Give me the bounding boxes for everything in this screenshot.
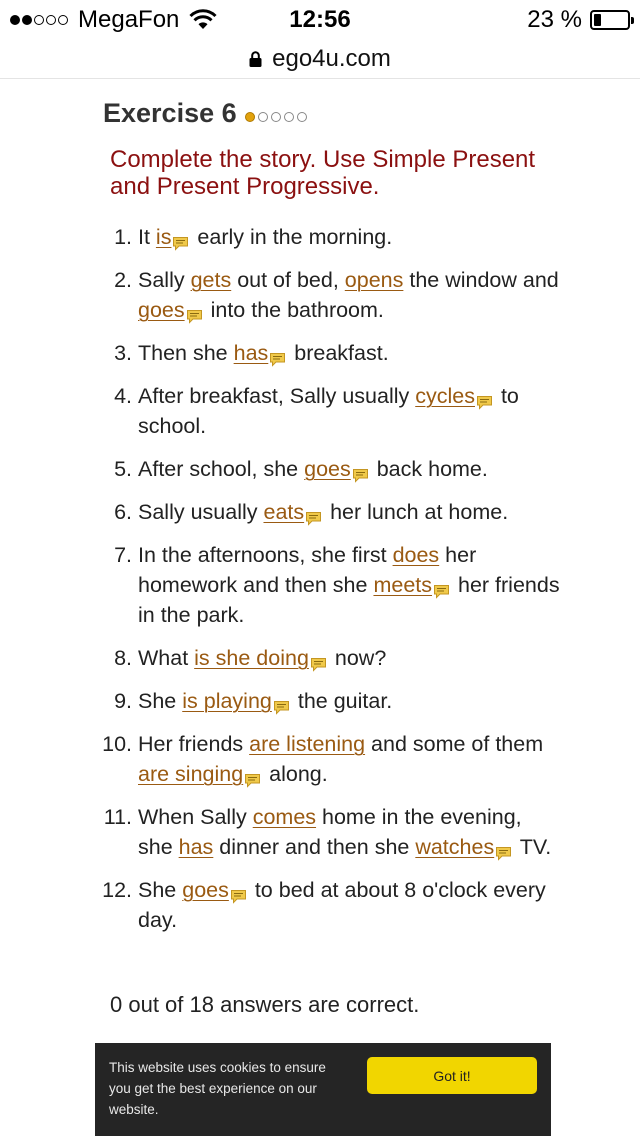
speech-bubble-hint-icon[interactable] (172, 229, 189, 244)
exercise-item (0, 643, 640, 673)
item-text: Her friends (138, 732, 250, 756)
exercise-progress-indicator (245, 112, 310, 122)
speech-bubble-hint-icon[interactable] (186, 302, 203, 317)
exercise-item (0, 338, 640, 368)
answer-link[interactable]: goes (182, 878, 229, 902)
item-text: After school, she (138, 457, 305, 481)
progress-dot (284, 112, 294, 122)
exercise-item (0, 497, 640, 527)
speech-bubble-hint-icon[interactable] (305, 504, 322, 519)
item-number: 1. (114, 225, 132, 249)
speech-bubble-hint-icon[interactable] (495, 839, 512, 854)
item-text: Sally (138, 268, 191, 292)
item-text: When Sally (138, 805, 253, 829)
item-text: to school. (138, 384, 519, 438)
speech-bubble-hint-icon[interactable] (352, 461, 369, 476)
exercise-item (0, 265, 640, 325)
item-text: TV. (514, 835, 552, 859)
speech-bubble-hint-icon[interactable] (230, 882, 247, 897)
exercise-item (0, 454, 640, 484)
exercise-item (0, 875, 640, 935)
battery-icon (590, 10, 630, 30)
item-number: 11. (103, 805, 132, 829)
item-text: her lunch at home. (324, 500, 509, 524)
answer-link[interactable]: meets (373, 573, 433, 597)
speech-bubble-hint-icon[interactable] (476, 388, 493, 403)
item-number: 8. (114, 646, 132, 670)
item-text: the guitar. (291, 689, 393, 713)
answer-link[interactable]: has (233, 341, 269, 365)
item-text: She (138, 689, 183, 713)
cookie-banner (95, 1043, 551, 1136)
item-text: dinner and then she (213, 835, 416, 859)
cookie-message: This website uses cookies to ensure you get the best experience on our website. (109, 1060, 326, 1117)
item-number: 4. (114, 384, 132, 408)
item-number: 5. (114, 457, 132, 481)
item-text: now? (328, 646, 387, 670)
item-text: home in the evening, she (138, 805, 522, 859)
answer-link[interactable]: watches (415, 835, 495, 859)
exercise-item (0, 381, 640, 441)
status-bar-right (527, 6, 630, 34)
speech-bubble-hint-icon[interactable] (433, 577, 450, 592)
answer-link[interactable]: has (178, 835, 214, 859)
item-number: 9. (114, 689, 132, 713)
item-number: 2. (114, 268, 132, 292)
item-number: 7. (114, 543, 132, 567)
url-text: ego4u.com (272, 45, 391, 72)
status-time: 12:56 (289, 6, 351, 33)
item-text: After breakfast, Sally usually (138, 384, 416, 408)
exercise-title: Exercise 6 (103, 98, 237, 128)
speech-bubble-hint-icon[interactable] (244, 766, 261, 781)
speech-bubble-hint-icon[interactable] (310, 650, 327, 665)
item-text: her homework and then she (138, 543, 477, 597)
item-number: 3. (114, 341, 132, 365)
answer-link[interactable]: eats (263, 500, 305, 524)
item-text: Then she (138, 341, 234, 365)
item-text: to bed at about 8 o'clock every day. (138, 878, 546, 932)
answer-link[interactable]: is (155, 225, 172, 249)
answer-link[interactable]: is she doing (194, 646, 309, 670)
answer-link[interactable]: comes (252, 805, 317, 829)
item-text: along. (263, 762, 328, 786)
carrier-name: MegaFon (78, 6, 180, 33)
item-text: breakfast. (288, 341, 389, 365)
progress-dot (271, 112, 281, 122)
speech-bubble-hint-icon[interactable] (269, 345, 286, 360)
item-text: out of bed, (231, 268, 345, 292)
item-text: her friends in the park. (138, 573, 560, 627)
status-bar (0, 0, 640, 40)
item-text: back home. (370, 457, 488, 481)
item-number: 10. (102, 732, 132, 756)
progress-dot (258, 112, 268, 122)
lock-icon (249, 51, 262, 67)
answer-link[interactable]: is playing (182, 689, 272, 713)
exercise-item (0, 729, 640, 789)
address-bar[interactable] (0, 40, 640, 79)
item-text: and some of them (365, 732, 544, 756)
exercise-item (0, 222, 640, 252)
score-text: 0 out of 18 answers are correct. (110, 992, 420, 1017)
got-it-button[interactable]: Got it! (367, 1057, 537, 1094)
exercise-items-list (0, 222, 640, 948)
progress-dot (297, 112, 307, 122)
item-text: She (138, 878, 183, 902)
answer-link[interactable]: are singing (138, 762, 244, 786)
exercise-instruction: Complete the story. Use Simple Present and Present Progressive. (110, 146, 536, 200)
answer-link[interactable]: does (392, 543, 440, 567)
exercise-header (103, 98, 310, 129)
speech-bubble-hint-icon[interactable] (273, 693, 290, 708)
exercise-item (0, 686, 640, 716)
battery-percent: 23 % (527, 6, 582, 33)
answer-link[interactable]: gets (190, 268, 232, 292)
exercise-item (0, 802, 640, 862)
item-text: Sally usually (138, 500, 264, 524)
answer-link[interactable]: cycles (415, 384, 475, 408)
exercise-item (0, 540, 640, 630)
item-text: In the afternoons, she first (138, 543, 393, 567)
item-text: into the bathroom. (204, 298, 384, 322)
item-text: What (138, 646, 195, 670)
item-number: 6. (114, 500, 132, 524)
item-text: It (138, 225, 156, 249)
answer-link[interactable]: goes (138, 298, 185, 322)
item-text: early in the morning. (191, 225, 393, 249)
answer-link[interactable]: opens (344, 268, 404, 292)
item-text: the window and (403, 268, 559, 292)
progress-dot (245, 112, 255, 122)
item-number: 12. (102, 878, 132, 902)
answer-link[interactable]: goes (304, 457, 351, 481)
answer-link[interactable]: are listening (249, 732, 366, 756)
